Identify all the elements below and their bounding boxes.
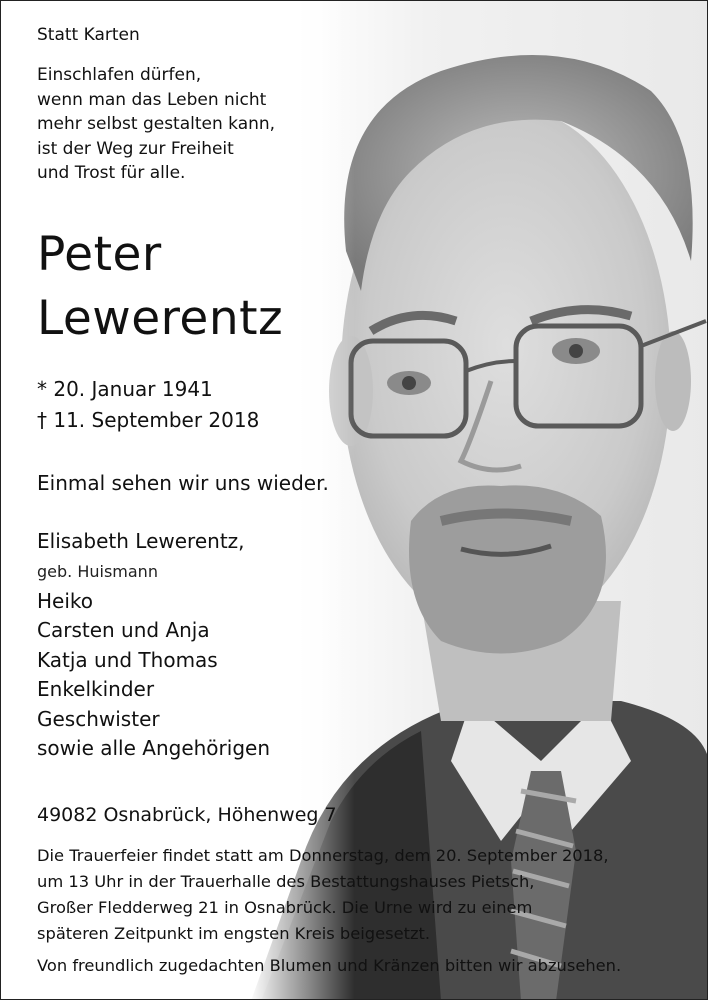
family-member: Enkelkinder <box>37 677 155 701</box>
poem-line: mehr selbst gestalten kann, <box>37 114 276 134</box>
family-member: Heiko <box>37 588 94 613</box>
family-member: Katja und Thomas <box>37 647 218 672</box>
notice-line: Großer Fledderweg 21 in Osnabrück. Die Urne wird zu einem <box>37 898 533 917</box>
spouse-name: Elisabeth Lewerentz, <box>37 529 245 553</box>
maiden-name: geb. Huismann <box>37 561 158 581</box>
family-member: Geschwister <box>37 706 160 731</box>
statt-karten-label: Statt Karten <box>37 25 140 45</box>
poem-line: wenn man das Leben nicht <box>37 89 267 110</box>
family-member: sowie alle Angehörigen <box>37 736 270 760</box>
poem-line: Einschlafen dürfen, <box>37 65 202 85</box>
notice-line: Die Trauerfeier findet statt am Donnerstag, dem 20. September 2018, <box>37 846 609 865</box>
family-member: Carsten und Anja <box>37 618 210 642</box>
first-name: Peter <box>37 227 162 282</box>
deceased-name <box>37 223 283 351</box>
notice-line: um 13 Uhr in der Trauerhalle des Bestattungshauses Pietsch, <box>37 872 535 891</box>
motto: Einmal sehen wir uns wieder. <box>37 471 329 495</box>
poem <box>37 63 275 186</box>
address: 49082 Osnabrück, Höhenweg 7 <box>37 804 337 826</box>
last-name: Lewerentz <box>37 291 284 346</box>
life-dates <box>37 374 259 436</box>
birth-date: * 20. Januar 1941 <box>37 377 213 401</box>
notice-line: späteren Zeitpunkt im engsten Kreis beigesetzt. <box>37 924 431 943</box>
closing-note: Von freundlich zugedachten Blumen und Kränzen bitten wir abzusehen. <box>37 956 622 975</box>
funeral-notice <box>37 843 609 947</box>
poem-line: und Trost für alle. <box>37 163 186 183</box>
poem-line: ist der Weg zur Freiheit <box>37 138 234 159</box>
death-date: † 11. September 2018 <box>37 408 260 432</box>
family-list <box>37 527 270 764</box>
